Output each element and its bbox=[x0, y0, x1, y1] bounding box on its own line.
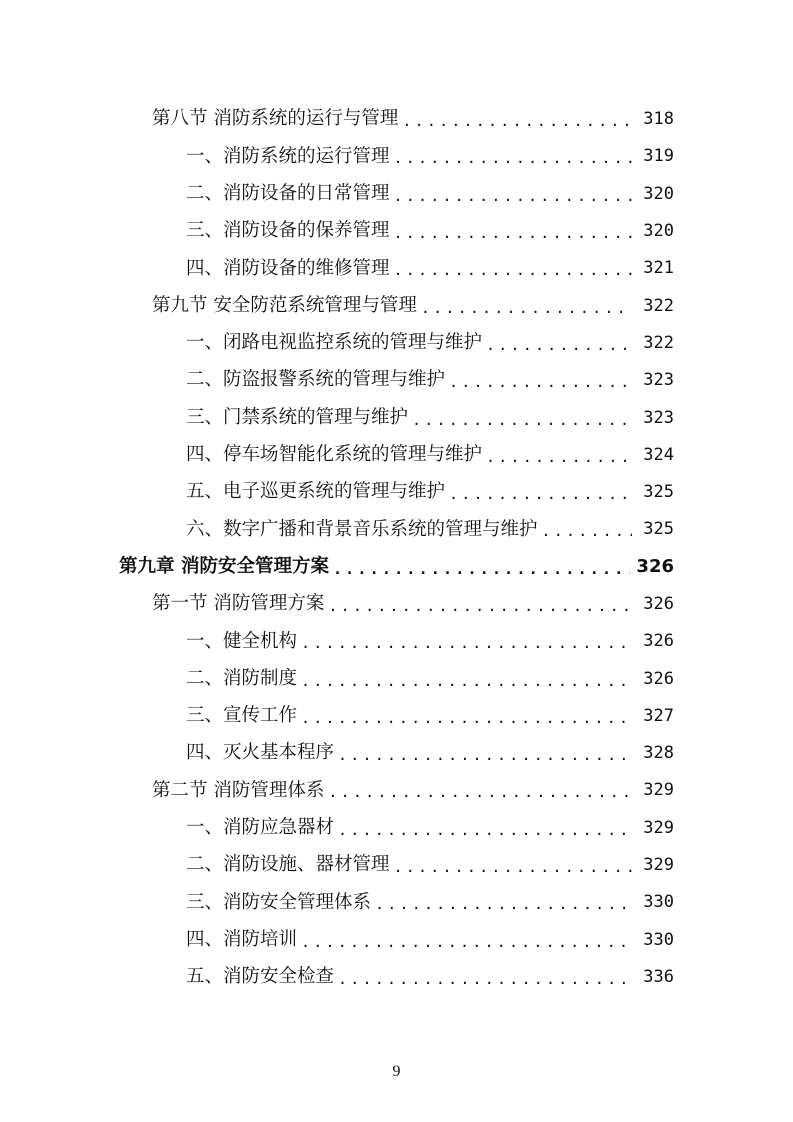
toc-entry-item[interactable] bbox=[0, 474, 793, 511]
toc-entry-section[interactable] bbox=[0, 586, 793, 623]
toc-entry-page-number: 328 bbox=[643, 743, 674, 764]
toc-entry-item[interactable] bbox=[0, 399, 793, 436]
toc-entry-title: 三、宣传工作 bbox=[186, 705, 298, 727]
toc-entry-title: 五、电子巡更系统的管理与维护 bbox=[186, 481, 446, 503]
toc-entry-page-number: 318 bbox=[643, 109, 674, 130]
toc-entry-page-number: 320 bbox=[643, 183, 674, 204]
toc-entry-page-number: 325 bbox=[643, 482, 674, 503]
toc-entry-page-number: 321 bbox=[643, 258, 674, 279]
toc-dot-leader bbox=[421, 301, 632, 316]
toc-entry-title: 四、灭火基本程序 bbox=[186, 742, 335, 764]
toc-entry-item[interactable] bbox=[0, 735, 793, 772]
toc-entry-title: 四、消防设备的维修管理 bbox=[186, 257, 390, 279]
toc-dot-leader bbox=[542, 524, 632, 539]
toc-entry-item[interactable] bbox=[0, 511, 793, 548]
toc-entry-item[interactable] bbox=[0, 847, 793, 884]
toc-dot-leader bbox=[301, 636, 632, 651]
toc-dot-leader bbox=[394, 263, 632, 278]
toc-entry-item[interactable] bbox=[0, 810, 793, 847]
toc-entry-page-number: 320 bbox=[643, 221, 674, 242]
toc-entry-title: 三、消防设备的保养管理 bbox=[186, 220, 390, 242]
toc-dot-leader bbox=[301, 711, 632, 726]
toc-dot-leader bbox=[301, 674, 632, 689]
toc-entry-title: 第八节 消防系统的运行与管理 bbox=[152, 108, 399, 130]
toc-dot-leader bbox=[486, 450, 632, 465]
toc-entry-item[interactable] bbox=[0, 437, 793, 474]
toc-entry-item[interactable] bbox=[0, 213, 793, 250]
toc-entry-section[interactable] bbox=[0, 772, 793, 809]
toc-entry-page-number: 324 bbox=[643, 444, 674, 465]
toc-dot-leader bbox=[301, 935, 632, 950]
toc-entry-title: 二、防盗报警系统的管理与维护 bbox=[186, 369, 446, 391]
toc-entry-title: 三、门禁系统的管理与维护 bbox=[186, 406, 409, 428]
toc-dot-leader bbox=[402, 114, 632, 129]
toc-entry-section[interactable] bbox=[0, 101, 793, 138]
toc-entry-item[interactable] bbox=[0, 138, 793, 175]
toc-entry-item[interactable] bbox=[0, 362, 793, 399]
toc-entry-item[interactable] bbox=[0, 698, 793, 735]
toc-dot-leader bbox=[412, 413, 632, 428]
toc-entry-title: 二、消防制度 bbox=[186, 667, 298, 689]
toc-dot-leader bbox=[394, 151, 632, 166]
toc-entry-title: 一、健全机构 bbox=[186, 630, 298, 652]
toc-entry-page-number: 323 bbox=[643, 370, 674, 391]
toc-entry-title: 第一节 消防管理方案 bbox=[152, 593, 325, 615]
toc-entry-page-number: 323 bbox=[643, 407, 674, 428]
toc-entry-page-number: 326 bbox=[643, 631, 674, 652]
toc-dot-leader bbox=[394, 189, 632, 204]
toc-entry-title: 四、停车场智能化系统的管理与维护 bbox=[186, 444, 483, 466]
toc-entry-title: 一、消防系统的运行管理 bbox=[186, 145, 390, 167]
toc-dot-leader bbox=[328, 785, 632, 800]
toc-entry-item[interactable] bbox=[0, 250, 793, 287]
toc-dot-leader bbox=[338, 972, 632, 987]
toc-dot-leader bbox=[333, 562, 630, 577]
toc-dot-leader bbox=[449, 487, 632, 502]
toc-dot-leader bbox=[338, 823, 632, 838]
page-number: 9 bbox=[392, 1063, 401, 1080]
toc-entry-page-number: 322 bbox=[643, 295, 674, 316]
toc-entry-title: 四、消防培训 bbox=[186, 928, 298, 950]
toc-entry-page-number: 329 bbox=[643, 817, 674, 838]
toc-entry-title: 第九节 安全防范系统管理与管理 bbox=[152, 294, 417, 316]
toc-dot-leader bbox=[394, 226, 632, 241]
toc-entry-chapter[interactable] bbox=[0, 549, 793, 586]
toc-entry-title: 第九章 消防安全管理方案 bbox=[119, 555, 329, 577]
toc-entry-page-number: 327 bbox=[643, 705, 674, 726]
toc-entry-title: 一、消防应急器材 bbox=[186, 817, 335, 839]
toc-entry-page-number: 326 bbox=[643, 594, 674, 614]
toc-entry-item[interactable] bbox=[0, 959, 793, 996]
toc-entry-title: 二、消防设施、器材管理 bbox=[186, 854, 390, 876]
toc-entry-title: 二、消防设备的日常管理 bbox=[186, 182, 390, 204]
toc-entry-page-number: 329 bbox=[643, 780, 674, 801]
toc-entry-title: 三、消防安全管理体系 bbox=[186, 891, 372, 913]
toc-entry-item[interactable] bbox=[0, 884, 793, 921]
toc-dot-leader bbox=[486, 338, 632, 353]
toc-entry-page-number: 329 bbox=[643, 855, 674, 876]
toc-entry-title: 一、闭路电视监控系统的管理与维护 bbox=[186, 332, 483, 354]
toc-dot-leader bbox=[394, 860, 632, 875]
toc-entry-section[interactable] bbox=[0, 287, 793, 324]
toc-entry-page-number: 325 bbox=[643, 519, 674, 540]
toc-entry-item[interactable] bbox=[0, 660, 793, 697]
toc-entry-page-number: 336 bbox=[643, 966, 674, 987]
toc-dot-leader bbox=[338, 748, 632, 763]
toc-entry-item[interactable] bbox=[0, 922, 793, 959]
toc-entry-page-number: 322 bbox=[643, 332, 674, 353]
toc-dot-leader bbox=[328, 599, 632, 614]
table-of-contents bbox=[0, 101, 793, 996]
toc-entry-title: 第二节 消防管理体系 bbox=[152, 779, 325, 801]
toc-entry-title: 五、消防安全检查 bbox=[186, 966, 335, 988]
toc-entry-page-number: 319 bbox=[643, 146, 674, 167]
toc-dot-leader bbox=[375, 897, 632, 912]
toc-entry-page-number: 326 bbox=[643, 668, 674, 689]
toc-entry-title: 六、数字广播和背景音乐系统的管理与维护 bbox=[186, 518, 538, 540]
toc-entry-item[interactable] bbox=[0, 325, 793, 362]
toc-entry-page-number: 330 bbox=[643, 892, 674, 913]
toc-entry-page-number: 330 bbox=[643, 929, 674, 950]
toc-entry-page-number: 326 bbox=[636, 556, 674, 578]
toc-entry-item[interactable] bbox=[0, 623, 793, 660]
toc-entry-item[interactable] bbox=[0, 176, 793, 213]
toc-dot-leader bbox=[449, 375, 632, 390]
